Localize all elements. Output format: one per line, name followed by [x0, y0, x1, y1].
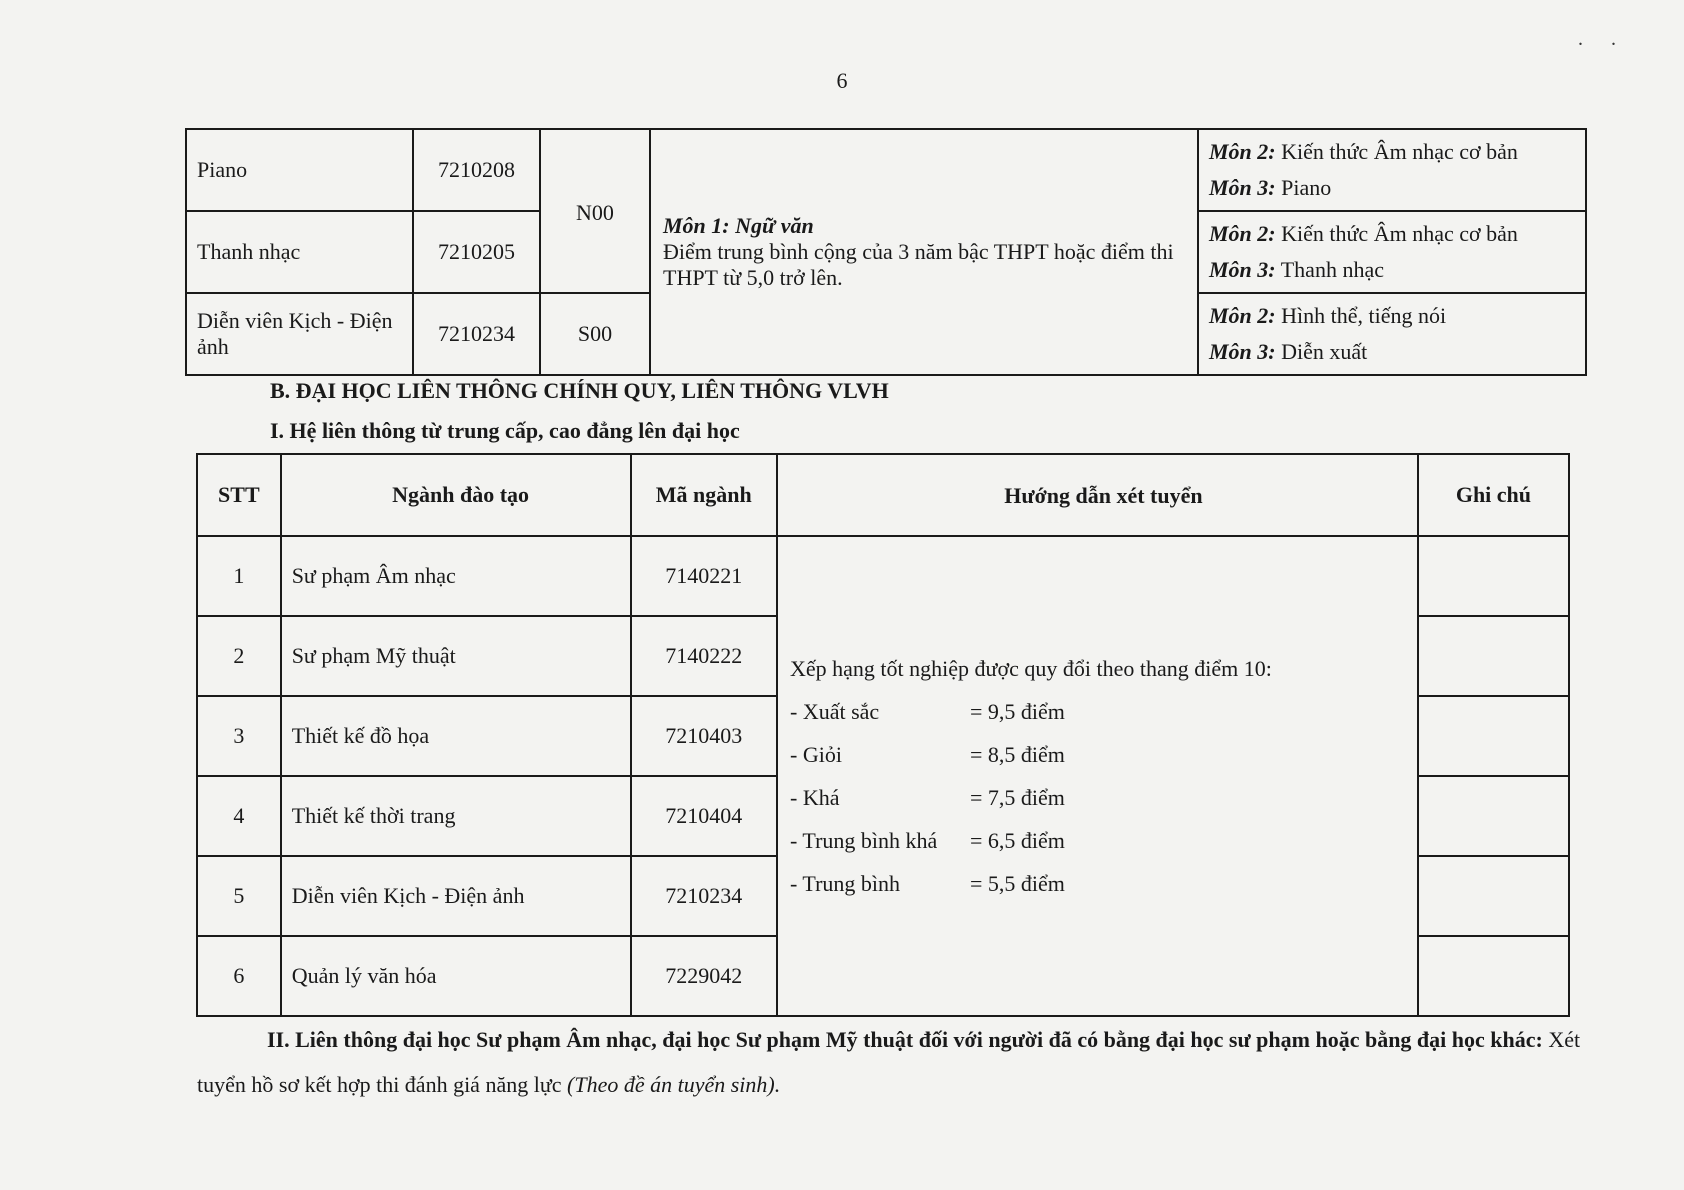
header-ma: Mã ngành: [631, 454, 777, 536]
major-code: 7210205: [413, 211, 540, 293]
table-header-row: [197, 454, 1569, 536]
rank-row: [790, 733, 1417, 776]
major-name: Diễn viên Kịch - Điện ảnh: [186, 293, 413, 375]
rank-row: [790, 776, 1417, 819]
cell-stt: 2: [197, 616, 281, 696]
mon3-label: Môn 3:: [1209, 175, 1276, 200]
section-ii-note: (Theo đề án tuyển sinh).: [567, 1072, 781, 1097]
mon2-value: Kiến thức Âm nhạc cơ bản: [1281, 139, 1518, 164]
rank-row: [790, 690, 1417, 733]
section-ii-paragraph: [197, 1017, 1597, 1107]
mon1-value: Ngữ văn: [735, 213, 814, 238]
major-name: Piano: [186, 129, 413, 211]
mon3-value: Thanh nhạc: [1280, 257, 1384, 282]
rank-value: = 5,5 điểm: [970, 871, 1065, 896]
section-i-heading: I. Hệ liên thông từ trung cấp, cao đẳng lên đại học: [270, 418, 740, 443]
section-ii-heading: II. Liên thông đại học Sư phạm Âm nhạc, đại học Sư phạm Mỹ thuật đối với người đã có bằng đại học sư phạm hoặc bằng đại học khác:: [267, 1027, 1543, 1052]
cell-ma: 7140222: [631, 616, 777, 696]
section-ii-text: Xét tuyển hồ sơ kết hợp thi đánh giá năng lực: [197, 1027, 1581, 1097]
header-stt: STT: [197, 454, 281, 536]
cell-ghi: [1418, 776, 1569, 856]
cell-nganh: Quản lý văn hóa: [281, 936, 631, 1016]
cell-nganh: Diễn viên Kịch - Điện ảnh: [281, 856, 631, 936]
mon2-label: Môn 2:: [1209, 221, 1276, 246]
cell-ghi: [1418, 536, 1569, 616]
corner-dots: ..: [1578, 28, 1644, 50]
mon3-label: Môn 3:: [1209, 257, 1276, 282]
cell-stt: 3: [197, 696, 281, 776]
cell-nganh: Thiết kế đồ họa: [281, 696, 631, 776]
mon3-value: Piano: [1281, 175, 1332, 200]
cell-ma: 7210234: [631, 856, 777, 936]
mon1-text: Điểm trung bình cộng của 3 năm bậc THPT hoặc điểm thi THPT từ 5,0 trở lên.: [663, 239, 1174, 290]
subject-cell: [1198, 293, 1586, 375]
rank-label: - Trung bình khá: [790, 828, 938, 853]
mon1-description: [650, 129, 1198, 375]
mon3-value: Diễn xuất: [1281, 339, 1368, 364]
mon3-label: Môn 3:: [1209, 339, 1276, 364]
rank-value: = 6,5 điểm: [970, 828, 1065, 853]
rank-label: - Trung bình: [790, 871, 901, 896]
subject-table: [185, 128, 1587, 376]
cell-stt: 1: [197, 536, 281, 616]
rank-value: = 8,5 điểm: [970, 742, 1065, 767]
rank-row: [790, 862, 1417, 905]
cell-ma: 7229042: [631, 936, 777, 1016]
major-code: 7210234: [413, 293, 540, 375]
rank-value: = 9,5 điểm: [970, 699, 1065, 724]
cell-ma: 7210404: [631, 776, 777, 856]
cell-ma: 7210403: [631, 696, 777, 776]
rank-label: - Giỏi: [790, 742, 842, 767]
cell-ghi: [1418, 616, 1569, 696]
guide-title: Xếp hạng tốt nghiệp được quy đổi theo thang điểm 10:: [790, 656, 1272, 681]
header-nganh: Ngành đào tạo: [281, 454, 631, 536]
section-b-heading: B. ĐẠI HỌC LIÊN THÔNG CHÍNH QUY, LIÊN THÔNG VLVH: [270, 378, 889, 403]
cell-ma: 7140221: [631, 536, 777, 616]
guide-cell: [777, 536, 1418, 1016]
subject-cell: [1198, 211, 1586, 293]
group-code: S00: [540, 293, 650, 375]
cell-ghi: [1418, 696, 1569, 776]
admission-table: [196, 453, 1570, 1017]
cell-nganh: Thiết kế thời trang: [281, 776, 631, 856]
group-code: N00: [540, 129, 650, 293]
mon2-value: Kiến thức Âm nhạc cơ bản: [1281, 221, 1518, 246]
mon2-label: Môn 2:: [1209, 303, 1276, 328]
table-row: [186, 129, 1586, 211]
major-code: 7210208: [413, 129, 540, 211]
rank-row: [790, 819, 1417, 862]
mon2-value: Hình thể, tiếng nói: [1281, 303, 1447, 328]
major-name: Thanh nhạc: [186, 211, 413, 293]
rank-label: - Xuất sắc: [790, 699, 880, 724]
rank-label: - Khá: [790, 785, 840, 810]
cell-stt: 6: [197, 936, 281, 1016]
cell-stt: 4: [197, 776, 281, 856]
cell-stt: 5: [197, 856, 281, 936]
rank-value: = 7,5 điểm: [970, 785, 1065, 810]
cell-nganh: Sư phạm Mỹ thuật: [281, 616, 631, 696]
subject-cell: [1198, 129, 1586, 211]
header-huong: Hướng dẫn xét tuyển: [777, 454, 1418, 536]
cell-nganh: Sư phạm Âm nhạc: [281, 536, 631, 616]
header-ghi: Ghi chú: [1418, 454, 1569, 536]
mon2-label: Môn 2:: [1209, 139, 1276, 164]
table-row: [197, 536, 1569, 616]
mon1-label: Môn 1:: [663, 213, 730, 238]
cell-ghi: [1418, 856, 1569, 936]
cell-ghi: [1418, 936, 1569, 1016]
page-number: 6: [836, 68, 848, 93]
